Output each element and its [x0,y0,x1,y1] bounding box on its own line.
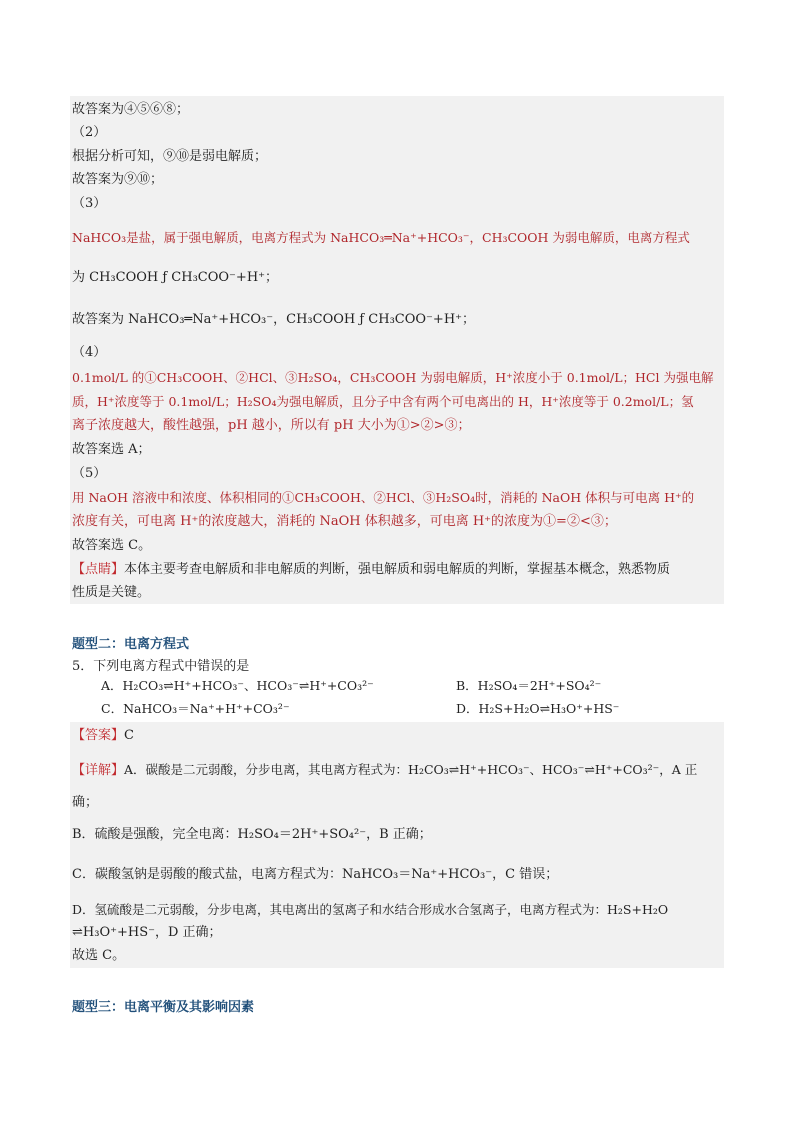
detail-line-d2: ⇌H₃O⁺+HS⁻，D 正确； [72,925,222,940]
section-heading: 题型二：电离方程式 [72,637,190,652]
option-a: A．H₂CO₃⇌H⁺+HCO₃⁻、HCO₃⁻⇌H⁺+CO₃²⁻ [101,678,374,693]
detail-text-a: A．碳酸是二元弱酸，分步电离，其电离方程式为：H₂CO₃⇌H⁺+HCO₃⁻、HCO₃⁻⇌H⁺+CO₃²⁻，A 正 [124,762,698,777]
answer-line: 故答案为⑨⑩； [72,172,164,187]
answer-line: 故答案为④⑤⑥⑧； [72,102,190,117]
answer-line: 故答案选 C。 [72,538,152,553]
analysis-line: NaHCO₃是盐，属于强电解质，电离方程式为 NaHCO₃═Na⁺+HCO₃⁻，CH₃COOH 为弱电解质，电离方程式 [72,230,690,245]
answer-tag: 【答案】 [72,728,125,743]
detail-tag: 【详解】 [72,763,125,778]
answer-value: C [124,728,134,743]
detail-line-b: B．硫酸是强酸，完全电离：H₂SO₄＝2H⁺+SO₄²⁻，B 正确； [72,827,432,842]
dianjing-text: 本体主要考查电解质和非电解质的判断，强电解质和弱电解质的判断，掌握基本概念，熟悉物质 [124,562,671,577]
analysis-line: 用 NaOH 溶液中和浓度、体积相同的①CH₃COOH、②HCl、③H₂SO₄时，消耗的 NaOH 体积与可电离 H⁺的 [72,490,695,505]
answer-line: 故答案为 NaHCO₃═Na⁺+HCO₃⁻，CH₃COOH ƒ CH₃COO⁻+H⁺； [72,312,476,327]
answer-line [72,727,134,745]
dianjing-tag: 【点睛】 [72,562,125,577]
option-b: B．H₂SO₄＝2H⁺+SO₄²⁻ [456,678,602,693]
analysis-line: 质，H⁺浓度等于 0.1mol/L；H₂SO₄为强电解质，且分子中含有两个可电离出的 H，H⁺浓度等于 0.2mol/L；氢 [72,394,694,409]
answer-line: 故答案选 A； [72,442,151,457]
detail-line-c: C．碳酸氢钠是弱酸的酸式盐，电离方程式为：NaHCO₃＝Na⁺+HCO₃⁻，C 错误； [72,867,559,882]
section-heading: 题型三：电离平衡及其影响因素 [72,1000,255,1015]
dianjing-line [72,561,670,579]
analysis-line: 浓度有关，可电离 H⁺的浓度越大，消耗的 NaOH 体积越多，可电离 H⁺的浓度为①=②<③； [72,514,617,529]
dianjing-line: 性质是关键。 [72,585,151,600]
question-stem: 5．下列电离方程式中错误的是 [72,659,250,674]
analysis-line: 为 CH₃COOH ƒ CH₃COO⁻+H⁺； [72,270,279,285]
analysis-line: 离子浓度越大，酸性越强，pH 越小，所以有 pH 大小为①>②>③； [72,418,471,433]
part-label: （4） [72,345,107,360]
detail-line-d: D．氢硫酸是二元弱酸，分步电离，其电离出的氢离子和水结合形成水合氢离子，电离方程式为：H₂S+H₂O [72,902,669,917]
conclusion-line: 故选 C。 [72,948,126,963]
option-c: C．NaHCO₃＝Na⁺+H⁺+CO₃²⁻ [101,701,290,716]
detail-line-a2: 确； [72,795,99,810]
option-d: D．H₂S+H₂O⇌H₃O⁺+HS⁻ [456,701,620,716]
detail-line-a [72,761,697,780]
part-label: （3） [72,196,107,211]
analysis-line: 0.1mol/L 的①CH₃COOH、②HCl、③H₂SO₄，CH₃COOH 为弱电解质，H⁺浓度小于 0.1mol/L；HCl 为强电解 [72,370,714,385]
part-label: （2） [72,125,107,140]
analysis-line: 根据分析可知，⑨⑩是弱电解质； [72,149,268,164]
part-label: （5） [72,466,107,481]
